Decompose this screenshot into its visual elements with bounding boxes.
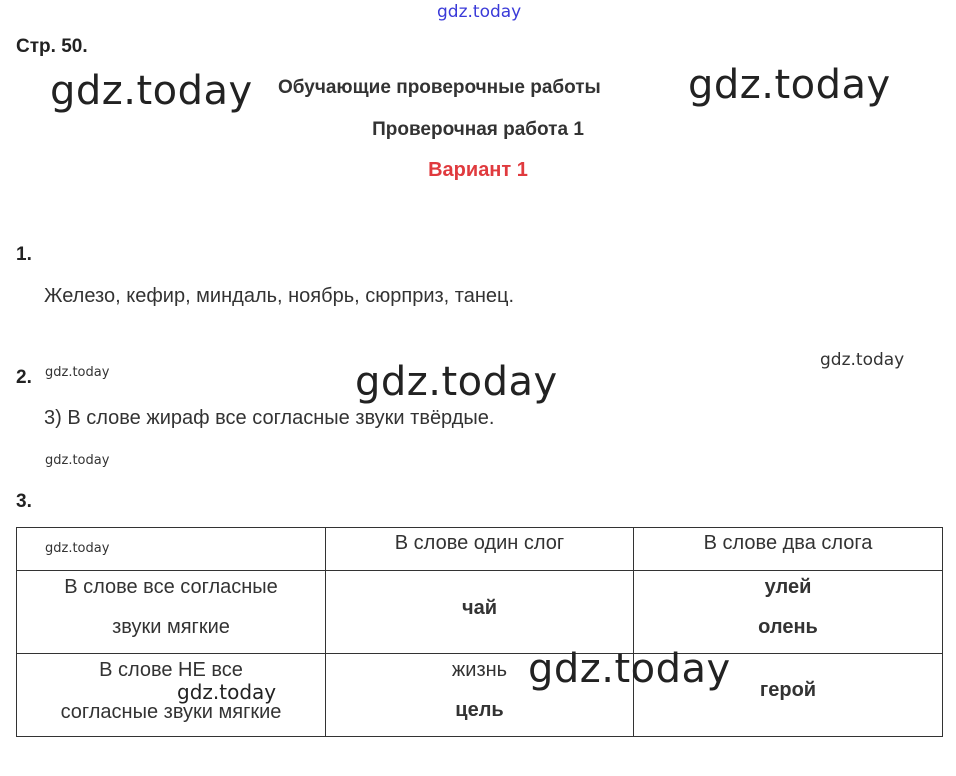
watermark-right: gdz.today <box>688 62 891 108</box>
watermark-label-2: gdz.today <box>45 453 110 468</box>
task-2-number: 2. <box>16 367 32 388</box>
cell-soft-one-syllable: чай <box>326 571 634 654</box>
section-title: Обучающие проверочные работы <box>278 77 601 98</box>
task-3-number: 3. <box>16 491 32 512</box>
watermark-center: gdz.today <box>355 359 558 405</box>
task-1-number: 1. <box>16 244 32 265</box>
page-reference: Стр. 50. <box>16 36 88 57</box>
syllables-table <box>16 527 943 737</box>
table-row <box>17 571 943 654</box>
watermark-table-big: gdz.today <box>528 646 731 692</box>
watermark-right-small: gdz.today <box>820 350 905 370</box>
cell-not-soft-two-syllables: герой <box>634 654 943 737</box>
table-header-one-syllable: В слове один слог <box>326 528 634 571</box>
table-header-two-syllables: В слове два слога <box>634 528 943 571</box>
watermark-top: gdz.today <box>437 2 522 22</box>
task-1-answer: Железо, кефир, миндаль, ноябрь, сюрприз, танец. <box>44 285 515 307</box>
cell-not-soft-one-syllable: жизнь цель <box>326 654 634 737</box>
variant-title: Вариант 1 <box>428 159 528 181</box>
cell-soft-two-syllables: улей олень <box>634 571 943 654</box>
task-2-answer: 3) В слове жираф все согласные звуки твёрдые. <box>44 407 495 429</box>
row-label-not-soft: В слове НЕ все gdz.today согласные звуки мягкие <box>17 654 326 737</box>
watermark-table-mid: gdz.today <box>177 680 277 704</box>
table-header-row <box>17 528 943 571</box>
table-row <box>17 654 943 737</box>
watermark-table: gdz.today <box>45 541 110 556</box>
work-title: Проверочная работа 1 <box>372 119 584 140</box>
table-header-corner <box>17 528 326 571</box>
watermark-left: gdz.today <box>50 68 253 114</box>
watermark-label-1: gdz.today <box>45 365 110 380</box>
row-label-soft: В слове все согласные звуки мягкие <box>17 571 326 654</box>
